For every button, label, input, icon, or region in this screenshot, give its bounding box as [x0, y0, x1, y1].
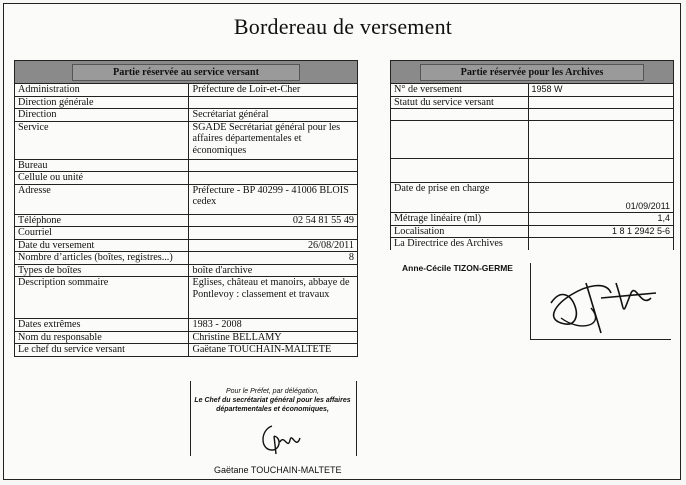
field-value	[189, 159, 358, 172]
field-value	[189, 172, 358, 185]
field-value	[528, 238, 673, 250]
stamp-line: Pour le Préfet, par délégation,	[225, 388, 319, 395]
document-title: Bordereau de versement	[233, 14, 453, 39]
archives-header: Partie réservée pour les Archives	[391, 61, 674, 84]
field-value: 01/09/2011	[528, 183, 673, 213]
field-value: Préfecture - BP 40299 - 41006 BLOIS cedex	[189, 184, 358, 214]
field-label: Statut du service versant	[391, 96, 529, 109]
field-value: 1,4	[528, 213, 673, 226]
field-label: Service	[15, 121, 189, 159]
field-value: Eglises, château et manoirs, abbaye de Pontlevoy : classement et travaux	[189, 277, 358, 319]
field-value	[528, 121, 673, 159]
field-value: 1 8 1 2942 5-6	[528, 225, 673, 238]
field-label: Nombre d’articles (boîtes, registres...)	[15, 252, 189, 265]
director-signature	[531, 263, 671, 339]
director-signature-box	[530, 263, 671, 340]
field-label: Date de prise en charge	[391, 183, 529, 213]
field-label: Administration	[15, 84, 189, 97]
field-value	[189, 227, 358, 240]
field-label: Dates extrêmes	[15, 319, 189, 332]
field-label: Téléphone	[15, 214, 189, 227]
field-value: boîte d'archive	[189, 264, 358, 277]
field-label: La Directrice des Archives	[391, 238, 529, 250]
field-label: Adresse	[15, 184, 189, 214]
field-value: Secrétariat général	[189, 109, 358, 122]
field-label: Types de boîtes	[15, 264, 189, 277]
field-value	[189, 96, 358, 109]
director-name: Anne-Cécile TIZON-GERME	[402, 263, 513, 273]
stamp-line: départementales et économiques,	[216, 406, 329, 413]
field-label: Cellule ou unité	[15, 172, 189, 185]
stamp-line: Le Chef du secrétariat général pour les affaires	[194, 397, 351, 404]
field-value: 1958 W	[528, 84, 673, 97]
service-versant-header: Partie réservée au service versant	[15, 61, 358, 84]
field-value: 02 54 81 55 49	[189, 214, 358, 227]
field-value: Préfecture de Loir-et-Cher	[189, 84, 358, 97]
field-label: Date du versement	[15, 239, 189, 252]
field-label	[391, 121, 529, 159]
field-label: Métrage linéaire (ml)	[391, 213, 529, 226]
field-label: Bureau	[15, 159, 189, 172]
field-label: Le chef du service versant	[15, 344, 189, 357]
field-label	[391, 159, 529, 183]
field-label: Localisation	[391, 225, 529, 238]
field-value	[528, 96, 673, 109]
field-label: Direction	[15, 109, 189, 122]
field-label: Nom du responsable	[15, 331, 189, 344]
field-label: Direction générale	[15, 96, 189, 109]
field-value: 1983 - 2008	[189, 319, 358, 332]
field-label: N° de versement	[391, 84, 529, 97]
service-versant-table	[14, 60, 358, 357]
field-label: Description sommaire	[15, 277, 189, 319]
delegation-stamp	[190, 387, 355, 414]
stamp-name: Gaëtane TOUCHAIN-MALTETE	[214, 465, 342, 475]
field-value	[528, 159, 673, 183]
field-value: SGADE Secrétariat général pour les affaires départementales et économiques	[189, 121, 358, 159]
chef-signature	[258, 420, 308, 456]
field-value: Gaëtane TOUCHAIN-MALTETE	[189, 344, 358, 357]
archives-table	[390, 60, 674, 250]
field-value: 26/08/2011	[189, 239, 358, 252]
field-value: 8	[189, 252, 358, 265]
field-label: Courriel	[15, 227, 189, 240]
field-label	[391, 109, 529, 121]
field-value: Christine BELLAMY	[189, 331, 358, 344]
field-value	[528, 109, 673, 121]
